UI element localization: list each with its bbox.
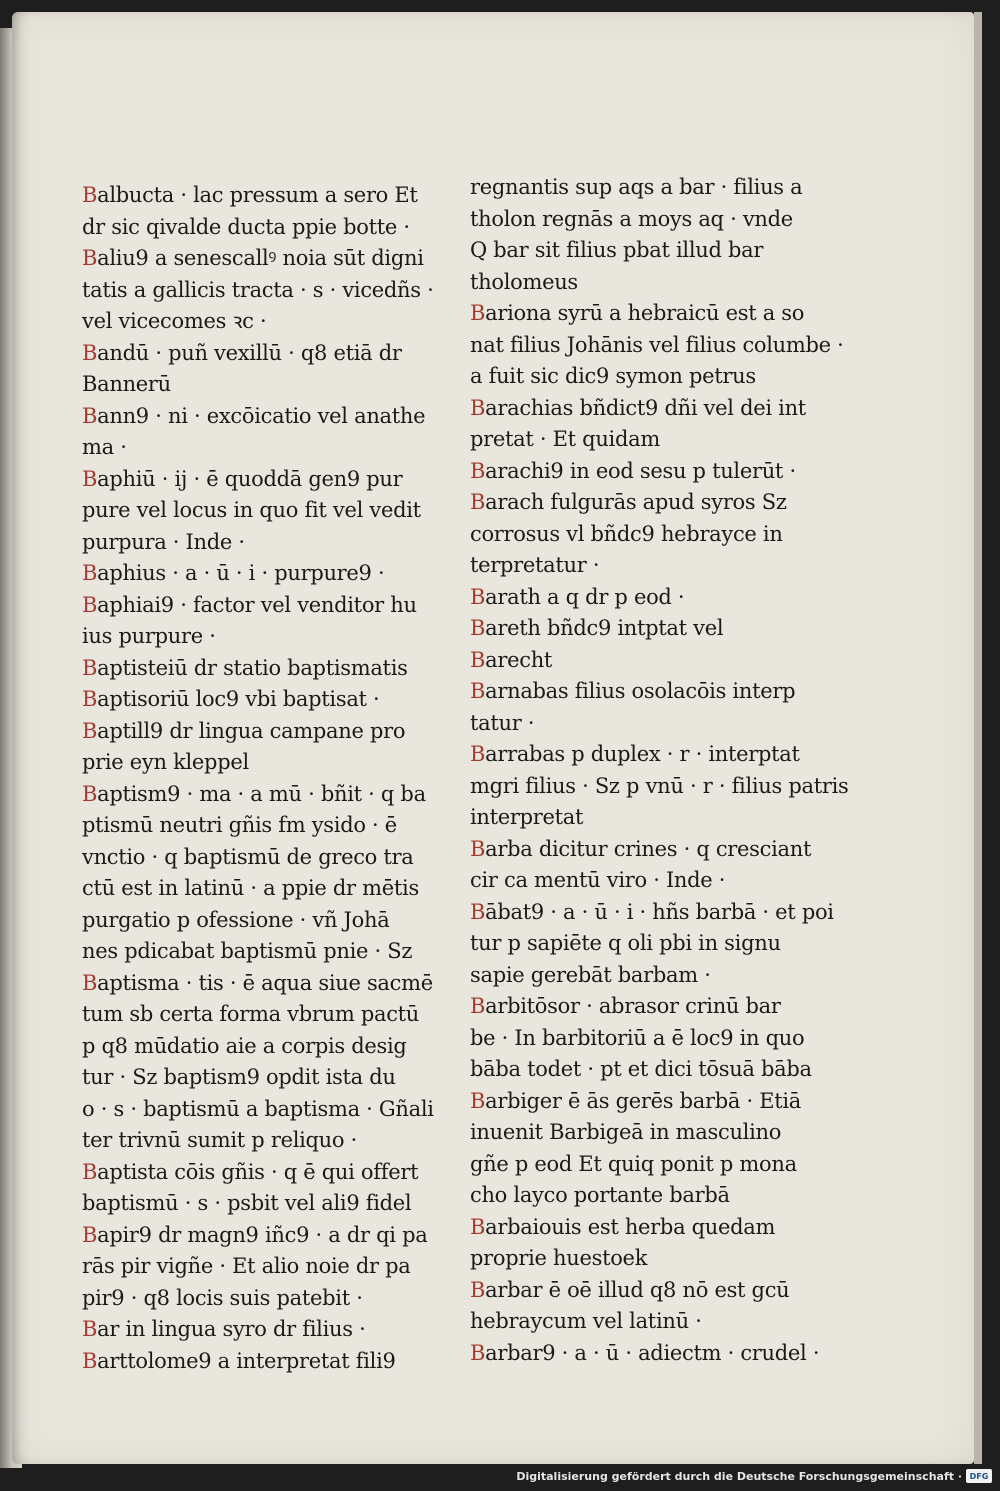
line-text: be · In barbitoriū a ē loc9 in quo bbox=[470, 1025, 805, 1050]
line-text: vnctio · q baptismū de greco tra bbox=[82, 844, 414, 869]
text-line bbox=[470, 330, 844, 362]
text-line bbox=[82, 464, 427, 496]
text-line bbox=[470, 1023, 825, 1055]
text-line bbox=[470, 1086, 825, 1118]
rubricated-initial: B bbox=[82, 183, 98, 207]
line-text: purpura · Inde · bbox=[82, 529, 245, 554]
text-line bbox=[82, 905, 427, 937]
rubricated-initial: B bbox=[470, 1277, 486, 1302]
text-line bbox=[82, 527, 427, 559]
line-text: albucta · lac pressum a sero Et bbox=[97, 183, 418, 207]
text-line bbox=[470, 235, 825, 267]
line-text: sapie gerebāt barbam · bbox=[470, 962, 711, 987]
rubricated-initial: B bbox=[82, 655, 98, 680]
rubricated-initial: B bbox=[470, 490, 486, 514]
line-text: ter trivnū sumit p reliquo · bbox=[82, 1128, 357, 1152]
line-text: cir ca mentū viro · Inde · bbox=[470, 868, 726, 892]
line-text: tholomeus bbox=[470, 269, 578, 294]
line-text: arnabas filius osolacōis interp bbox=[485, 679, 796, 703]
line-text: ctū est in latinū · a ppie dr mētis bbox=[82, 876, 419, 900]
text-line bbox=[82, 1314, 427, 1346]
text-line bbox=[82, 1188, 427, 1220]
rubricated-initial: B bbox=[470, 395, 486, 420]
text-line bbox=[82, 1031, 427, 1063]
text-line bbox=[470, 1275, 825, 1307]
line-text: areth bñdc9 intptat vel bbox=[485, 616, 724, 640]
text-line bbox=[82, 684, 427, 716]
text-line bbox=[470, 771, 849, 803]
rubricated-initial: B bbox=[82, 561, 98, 585]
line-text: baptismū · s · psbit vel ali9 fidel bbox=[82, 1191, 412, 1215]
rubricated-initial: B bbox=[82, 1317, 98, 1341]
line-text: p q8 mūdatio aie a corpis desig bbox=[82, 1033, 407, 1058]
text-line bbox=[470, 1212, 825, 1244]
rubricated-initial: B bbox=[470, 899, 486, 924]
text-line bbox=[470, 865, 825, 897]
line-text: ariona syrū a hebraicū est a so bbox=[485, 301, 805, 325]
line-text: ius purpure · bbox=[82, 624, 216, 648]
text-line bbox=[470, 267, 825, 299]
text-line bbox=[470, 928, 825, 960]
text-line bbox=[82, 558, 427, 590]
rubricated-initial: B bbox=[82, 1348, 98, 1373]
line-text: arbitōsor · abrasor crinū bar bbox=[485, 994, 781, 1018]
text-line bbox=[82, 369, 427, 401]
text-line bbox=[470, 487, 825, 519]
line-text: arecht bbox=[485, 647, 553, 672]
rubricated-initial: B bbox=[470, 647, 486, 672]
line-text: arachias bñdict9 dñi vel dei int bbox=[485, 395, 806, 420]
text-line bbox=[470, 1180, 825, 1212]
rubricated-initial: B bbox=[82, 781, 98, 806]
text-line bbox=[470, 708, 825, 740]
text-line bbox=[82, 1157, 427, 1189]
line-text: tur p sapiēte q oli pbi in signu bbox=[470, 931, 781, 955]
text-line bbox=[470, 550, 825, 582]
line-text: arachi9 in eod sesu p tulerūt · bbox=[485, 458, 796, 483]
text-line bbox=[82, 779, 427, 811]
text-line bbox=[82, 1062, 427, 1094]
line-text: bāba todet · pt et dici tōsuā bāba bbox=[470, 1057, 812, 1081]
line-text: pure vel locus in quo fit vel vedit bbox=[82, 498, 421, 522]
line-text: corrosus vl bñdc9 hebrayce in bbox=[470, 521, 783, 546]
line-text: inuenit Barbigeā in masculino bbox=[470, 1120, 782, 1144]
left-text-column bbox=[82, 180, 434, 1377]
line-text: tatis a gallicis tracta · s · vicedñs · bbox=[82, 277, 434, 302]
text-line bbox=[82, 1283, 427, 1315]
text-line bbox=[470, 424, 825, 456]
text-line bbox=[82, 180, 427, 212]
dfg-logo-icon bbox=[966, 1469, 992, 1483]
text-line bbox=[470, 519, 825, 551]
text-line bbox=[82, 306, 427, 338]
line-text: a fuit sic dic9 symon petrus bbox=[470, 364, 756, 388]
text-line bbox=[470, 582, 825, 614]
rubricated-initial: B bbox=[82, 687, 98, 711]
line-text: aptisma · tis · ē aqua siue sacmē bbox=[97, 970, 433, 995]
text-line bbox=[82, 621, 427, 653]
text-line bbox=[470, 739, 825, 771]
text-line bbox=[470, 1338, 825, 1370]
text-line bbox=[82, 338, 427, 370]
line-text: apir9 dr magn9 iñc9 · a dr qi pa bbox=[97, 1222, 428, 1247]
text-line bbox=[82, 999, 427, 1031]
line-text: hebraycum vel latinū · bbox=[470, 1309, 702, 1333]
line-text: ptismū neutri gñis fm ysido · ē bbox=[82, 813, 397, 837]
line-text: arbiger ē ās gerēs barbā · Etiā bbox=[485, 1088, 802, 1113]
text-line bbox=[470, 613, 825, 645]
text-line bbox=[82, 873, 427, 905]
line-text: terpretatur · bbox=[470, 553, 600, 577]
text-line bbox=[470, 204, 825, 236]
rubricated-initial: B bbox=[82, 970, 98, 995]
line-text: dr sic qivalde ducta ppie botte · bbox=[82, 214, 410, 239]
text-line bbox=[470, 960, 825, 992]
text-line bbox=[470, 456, 825, 488]
rubricated-initial: B bbox=[82, 403, 98, 428]
line-text: arba dicitur crines · q cresciant bbox=[485, 836, 812, 861]
line-text: cho layco portante barbā bbox=[470, 1183, 730, 1207]
line-text: tatur · bbox=[470, 710, 535, 735]
rubricated-initial: B bbox=[470, 1340, 486, 1365]
line-text: aphiai9 · factor vel venditor hu bbox=[97, 592, 417, 617]
rubricated-initial: B bbox=[470, 742, 486, 766]
rubricated-initial: B bbox=[470, 584, 486, 609]
footer bbox=[516, 1467, 992, 1485]
text-line bbox=[82, 653, 427, 685]
dfg-logo-text: DFG bbox=[969, 1471, 989, 1481]
line-text: vel vicecomes ꝛc · bbox=[82, 309, 267, 333]
rubricated-initial: B bbox=[82, 466, 98, 491]
line-text: andū · puñ vexillū · q8 etiā dr bbox=[97, 340, 402, 365]
line-text: tur · Sz baptism9 opdit ista du bbox=[82, 1065, 396, 1089]
line-text: ābat9 · a · ū · i · hñs barbā · et poi bbox=[485, 899, 834, 924]
rubricated-initial: B bbox=[82, 246, 98, 270]
right-text-column bbox=[470, 172, 849, 1369]
text-line bbox=[470, 834, 825, 866]
text-line bbox=[82, 401, 427, 433]
line-text: Bannerū bbox=[82, 372, 171, 396]
text-line bbox=[82, 1125, 427, 1157]
text-line bbox=[470, 1149, 825, 1181]
rubricated-initial: B bbox=[470, 616, 486, 640]
text-line bbox=[82, 747, 427, 779]
line-text: ann9 · ni · excōicatio vel anathe bbox=[97, 403, 426, 428]
text-line bbox=[82, 842, 427, 874]
line-text: aptisoriū loc9 vbi baptisat · bbox=[97, 687, 380, 711]
line-text: tum sb certa forma vbrum pactū bbox=[82, 1002, 420, 1026]
line-text: arbar9 · a · ū · adiectm · crudel · bbox=[485, 1340, 820, 1365]
text-line bbox=[82, 432, 427, 464]
text-line bbox=[470, 991, 825, 1023]
line-text: rās pir vigñe · Et alio noie dr pa bbox=[82, 1254, 411, 1278]
text-line bbox=[82, 275, 434, 307]
rubricated-initial: B bbox=[470, 458, 486, 483]
text-line bbox=[82, 1094, 434, 1126]
line-text: arath a q dr p eod · bbox=[485, 584, 685, 609]
rubricated-initial: B bbox=[82, 340, 98, 365]
line-text: aptism9 · ma · a mū · bñit · q ba bbox=[97, 781, 426, 806]
text-line bbox=[82, 243, 427, 275]
line-text: aphius · a · ū · i · purpure9 · bbox=[97, 561, 385, 585]
line-text: aptill9 dr lingua campane pro bbox=[97, 718, 406, 743]
line-text: Q bar sit filius pbat illud bar bbox=[470, 238, 764, 262]
rubricated-initial: B bbox=[470, 1088, 486, 1113]
text-line bbox=[82, 810, 427, 842]
line-text: arbaiouis est herba quedam bbox=[485, 1214, 776, 1239]
line-text: pretat · Et quidam bbox=[470, 427, 660, 451]
rubricated-initial: B bbox=[470, 994, 486, 1018]
line-text: aptista cōis gñis · q ē qui offert bbox=[97, 1159, 419, 1184]
line-text: proprie huestoek bbox=[470, 1246, 648, 1270]
rubricated-initial: B bbox=[82, 1222, 98, 1247]
line-text: arach fulgurās apud syros Sz bbox=[485, 490, 787, 514]
line-text: gñe p eod Et quiq ponit p mona bbox=[470, 1151, 797, 1176]
rubricated-initial: B bbox=[470, 1214, 486, 1239]
line-text: ar in lingua syro dr filius · bbox=[97, 1317, 366, 1341]
text-line bbox=[470, 676, 825, 708]
line-text: mgri filius · Sz p vnū · r · filius patris bbox=[470, 773, 849, 798]
text-line bbox=[470, 393, 825, 425]
text-line bbox=[82, 968, 433, 1000]
rubricated-initial: B bbox=[470, 301, 486, 325]
line-text: pir9 · q8 locis suis patebit · bbox=[82, 1285, 363, 1310]
line-text: o · s · baptismū a baptisma · Gñali bbox=[82, 1096, 434, 1121]
page-right-edge bbox=[974, 12, 982, 1464]
line-text: tholon regnās a moys aq · vnde bbox=[470, 206, 793, 231]
line-text: arrabas p duplex · r · interptat bbox=[485, 742, 800, 766]
line-text: interpretat bbox=[470, 805, 584, 829]
text-line bbox=[470, 172, 825, 204]
line-text: prie eyn kleppel bbox=[82, 750, 249, 774]
rubricated-initial: B bbox=[470, 679, 486, 703]
rubricated-initial: B bbox=[82, 592, 98, 617]
line-text: purgatio p ofessione · vñ Johā bbox=[82, 907, 390, 932]
line-text: arttolome9 a interpretat fili9 bbox=[97, 1348, 396, 1373]
rubricated-initial: B bbox=[82, 718, 98, 743]
text-line bbox=[82, 590, 427, 622]
text-line bbox=[82, 1251, 427, 1283]
text-line bbox=[470, 1054, 825, 1086]
text-line bbox=[470, 645, 825, 677]
text-line bbox=[470, 298, 825, 330]
footer-credit: Digitalisierung gefördert durch die Deutsche Forschungsgemeinschaft · bbox=[516, 1469, 962, 1483]
text-line bbox=[470, 361, 825, 393]
line-text: nat filius Johānis vel filius columbe · bbox=[470, 332, 844, 357]
line-text: regnantis sup aqs a bar · filius a bbox=[470, 175, 803, 199]
text-line bbox=[82, 716, 427, 748]
text-line bbox=[82, 936, 427, 968]
text-line bbox=[470, 802, 825, 834]
line-text: ma · bbox=[82, 435, 127, 459]
text-line bbox=[82, 1346, 427, 1378]
text-line bbox=[82, 495, 427, 527]
text-line bbox=[470, 1306, 825, 1338]
rubricated-initial: B bbox=[82, 1159, 98, 1184]
line-text: aphiū · ij · ē quoddā gen9 pur bbox=[97, 466, 403, 491]
rubricated-initial: B bbox=[470, 836, 486, 861]
line-text: aliu9 a senescallꝰ noia sūt digni bbox=[97, 246, 424, 270]
line-text: arbar ē oē illud q8 nō est gcū bbox=[485, 1277, 790, 1302]
text-line bbox=[82, 212, 427, 244]
text-line bbox=[470, 1243, 825, 1275]
line-text: nes pdicabat baptismū pnie · Sz bbox=[82, 939, 413, 963]
text-line bbox=[82, 1220, 427, 1252]
line-text: aptisteiū dr statio baptismatis bbox=[97, 655, 408, 680]
text-line bbox=[470, 897, 834, 929]
text-line bbox=[470, 1117, 825, 1149]
